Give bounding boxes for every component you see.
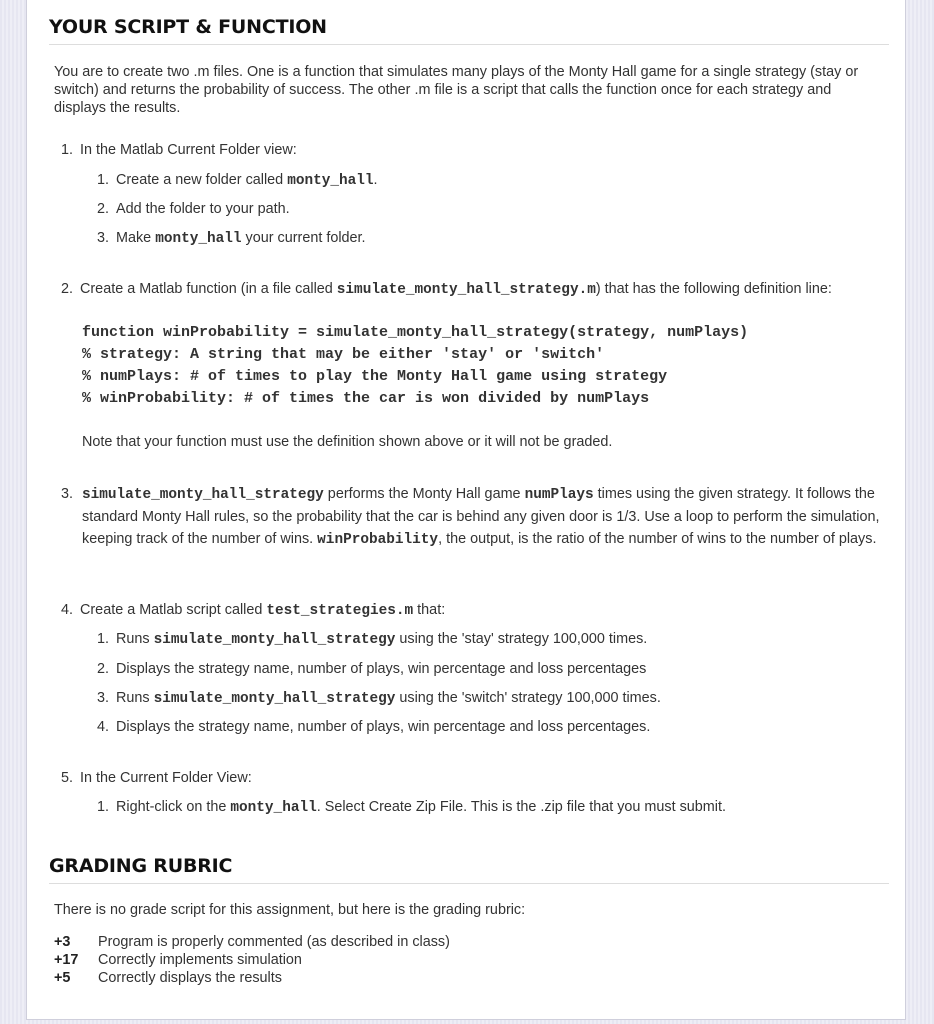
substep-number: 3. xyxy=(96,690,109,706)
code-line-2: % strategy: A string that may be either 'stay' or 'switch' xyxy=(82,346,605,363)
inline-code: simulate_monty_hall_strategy.m xyxy=(336,282,596,298)
substep-text: . Select Create Zip File. This is the .zip file that you must submit. xyxy=(316,799,726,815)
inline-code: monty_hall xyxy=(287,173,374,189)
step-3-text xyxy=(82,483,882,551)
rubric-description: Correctly displays the results xyxy=(98,970,282,986)
substep-text: Create a new folder called xyxy=(116,172,288,188)
substep-number: 2. xyxy=(96,661,109,677)
step-text: ) that has the following definition line: xyxy=(595,281,832,297)
step-number: 4. xyxy=(60,602,73,618)
step-text: times using the given strategy. It follows the standard Monty Hall rules, so the probability that the car is behind any given door is 1/3. Use a loop to perform the simulation, keeping track of the number of wins. xyxy=(82,486,880,547)
rubric-intro: There is no grade script for this assignment, but here is the grading rubric: xyxy=(54,902,526,918)
substep-text: Make xyxy=(116,230,156,246)
rubric-description: Program is properly commented (as described in class) xyxy=(98,934,450,950)
code-line-4: % winProbability: # of times the car is won divided by numPlays xyxy=(82,390,650,407)
inline-code: monty_hall xyxy=(155,231,242,247)
inline-code: monty_hall xyxy=(230,800,317,816)
substep-number: 1. xyxy=(96,172,109,188)
step-text: Create a Matlab script called xyxy=(80,602,267,618)
rubric-points: +5 xyxy=(54,970,71,986)
inline-code: simulate_monty_hall_strategy xyxy=(82,487,324,503)
substep-text: . xyxy=(373,172,378,188)
step-text: Create a Matlab function (in a file called xyxy=(80,281,337,297)
step-number: 5. xyxy=(60,770,73,786)
section-heading-grading-rubric: GRADING RUBRIC xyxy=(49,855,889,884)
substep-text: using the 'stay' strategy 100,000 times. xyxy=(395,631,648,647)
substep-text: Displays the strategy name, number of plays, win percentage and loss percentages. xyxy=(116,719,651,735)
code-line-3: % numPlays: # of times to play the Monty Hall game using strategy xyxy=(82,368,668,385)
rubric-description: Correctly implements simulation xyxy=(98,952,302,968)
rubric-points: +3 xyxy=(54,934,71,950)
rubric-points: +17 xyxy=(54,952,79,968)
step-text: , the output, is the ratio of the number of wins to the number of plays. xyxy=(438,531,877,547)
substep-text: your current folder. xyxy=(241,230,366,246)
substep-number: 4. xyxy=(96,719,109,735)
inline-code: numPlays xyxy=(524,487,594,503)
step-number: 1. xyxy=(60,142,73,158)
step-text: In the Matlab Current Folder view: xyxy=(80,142,297,158)
inline-code: test_strategies.m xyxy=(266,603,414,619)
step-text: performs the Monty Hall game xyxy=(323,486,525,502)
substep-number: 1. xyxy=(96,631,109,647)
document-page xyxy=(26,0,906,1020)
step-number: 3. xyxy=(60,486,73,502)
substep-text: Runs xyxy=(116,690,154,706)
substep-number: 1. xyxy=(96,799,109,815)
substep-text: Displays the strategy name, number of plays, win percentage and loss percentages xyxy=(116,661,647,677)
inline-code: simulate_monty_hall_strategy xyxy=(153,632,396,648)
substep-number: 3. xyxy=(96,230,109,246)
substep-text: Right-click on the xyxy=(116,799,231,815)
substep-text: Runs xyxy=(116,631,154,647)
substep-text: using the 'switch' strategy 100,000 times. xyxy=(395,690,661,706)
code-line-1: function winProbability = simulate_monty_hall_strategy(strategy, numPlays) xyxy=(82,324,749,341)
step-text: In the Current Folder View: xyxy=(80,770,252,786)
step-2-note: Note that your function must use the definition shown above or it will not be graded. xyxy=(82,434,613,450)
inline-code: simulate_monty_hall_strategy xyxy=(153,691,396,707)
substep-number: 2. xyxy=(96,201,109,217)
intro-paragraph: You are to create two .m files. One is a function that simulates many plays of the Monty Hall game for a single strategy (stay or switch) and returns the probability of success. The other .m file is a script that calls the function once for each strategy and displays the results. xyxy=(54,64,859,116)
step-text: that: xyxy=(413,602,446,618)
section-heading-script-function: YOUR SCRIPT & FUNCTION xyxy=(49,16,889,45)
inline-code: winProbability xyxy=(317,532,439,548)
substep-text: Add the folder to your path. xyxy=(116,201,290,217)
step-number: 2. xyxy=(60,281,73,297)
